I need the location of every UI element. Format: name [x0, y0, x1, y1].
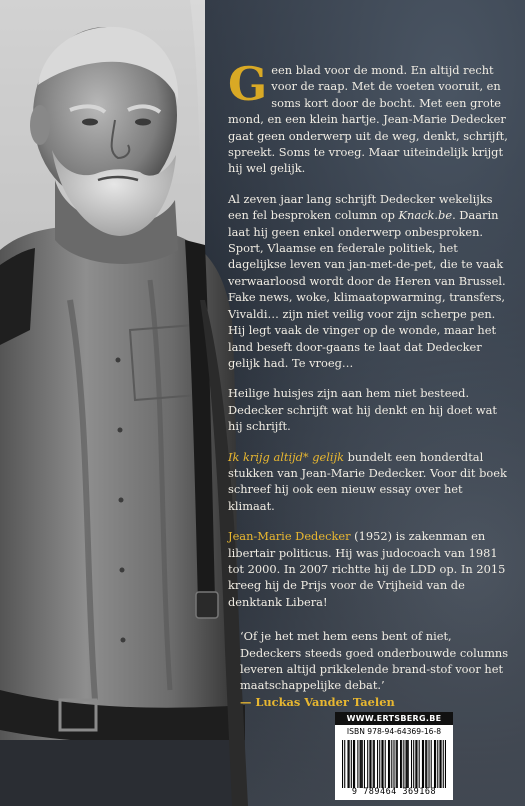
barcode-bar [401, 740, 402, 788]
barcode-bar [379, 740, 380, 788]
blurb-p2-start: Al zeven jaar lang schrijft Dedecker wekelijks een fel besproken column op [228, 191, 493, 223]
barcode-bar [425, 740, 426, 788]
barcode-bar [364, 740, 365, 788]
barcode-bar [441, 740, 442, 788]
barcode-bar [407, 740, 408, 788]
barcode-bar [393, 740, 394, 788]
blurb-paragraph-3: Heilige huisjes zijn aan hem niet besteed. Dedecker schrijft wat hij denkt en hij doet wat hij schrijft. [228, 386, 497, 434]
barcode-bar [351, 740, 352, 788]
barcode-bar [396, 740, 397, 788]
barcode-bar [367, 740, 368, 788]
book-title: Ik krijg altijd* gelijk [228, 449, 345, 464]
barcode-bar [391, 740, 392, 788]
blurb-intro [228, 57, 510, 177]
author-bio-text: (1952) is zakenman en libertair politicus. Hij was judocoach van 1981 tot 2000. In 2007 richtte hij de LDD op. In 2015 kreeg hij de Prijs voor de Vrijheid van de denktank Libera! [228, 529, 506, 609]
publisher-url: WWW.ERTSBERG.BE [335, 712, 453, 725]
barcode-bar [411, 740, 412, 788]
barcode-bar [434, 740, 435, 788]
knack-site: Knack.be [398, 208, 453, 223]
blurb-paragraph-1: een blad voor de mond. En altijd recht voor de raap. Met de voeten vooruit, en soms kort door de bocht. Met een grote mond, en een klein hartje. Jean-Marie Dedecker gaat geen onderwerp uit de weg, denkt, schrijft, spreekt. Soms te vroeg. Maar uiteindelijk krijgt hij wel gelijk. [228, 63, 508, 176]
quote-author: — Luckas Vander Taelen [240, 694, 395, 709]
blurb-paragraph-2 [228, 191, 510, 371]
barcode-bar [413, 740, 414, 788]
barcode-bar [357, 740, 358, 788]
isbn-label: ISBN 978-94-64369-16-8 [346, 727, 442, 736]
barcode-bar [416, 740, 417, 788]
author-name: Jean-Marie Dedecker [228, 529, 351, 544]
barcode-bar [437, 740, 438, 788]
barcode-bar [431, 740, 432, 788]
barcode-bar [342, 740, 343, 788]
quote-text: ‘Of je het met hem eens bent of niet, Dedeckers steeds goed onderbouwde columns leveren altijd prikkelende brand-stof voor het maatschappelijke debat.’ [240, 629, 509, 693]
barcode-bar [362, 740, 363, 788]
barcode-bar [369, 740, 370, 788]
barcode-bar [374, 740, 375, 788]
barcode-bar [354, 740, 355, 788]
barcode-bar [423, 740, 424, 788]
barcode-bars [342, 740, 446, 788]
barcode-bar [400, 740, 401, 788]
barcode-bar [428, 740, 429, 788]
barcode-bar [397, 740, 398, 788]
barcode-bar [373, 740, 374, 788]
barcode-bar [388, 740, 389, 788]
ean-digits: 9 789464 369168 [351, 787, 437, 797]
barcode-bar [443, 740, 444, 788]
barcode-bar [408, 740, 409, 788]
author-bio [228, 528, 510, 610]
barcode-bar [385, 740, 386, 788]
barcode-bar [403, 740, 404, 788]
barcode-bar [439, 740, 440, 788]
blurb-p4-rest: bundelt een honderdtal stukken van Jean-Marie Dedecker. Voor dit boek schreef hij ook een nieuw essay over het klimaat. [228, 449, 507, 513]
barcode-bar [361, 740, 362, 788]
blurb-p2-end: . Daarin laat hij geen enkel onderwerp onbesproken. Sport, Vlaamse en federale politiek, het dagelijkse leven van jan-met-de-pet, die te vaak verwaarloosd wordt door de Heren van Brussel. Fake news, woke, klimaatopwarming, transfers, Vivaldi… zijn niet veilig voor zijn scherpe pen. Hij legt vaak de vinger op de wonde, maar het land beseft door-gaans te laat dat Dedecker gelijk had. Te vroeg… [228, 208, 506, 370]
barcode-bar [381, 740, 382, 788]
barcode-bar [377, 740, 378, 788]
barcode-bar [415, 740, 416, 788]
blurb-paragraph-4 [228, 449, 510, 515]
blurb-text [228, 57, 510, 710]
barcode-bar [405, 740, 406, 788]
barcode-bar [353, 740, 354, 788]
review-quote [228, 628, 510, 710]
barcode-bar [347, 740, 348, 788]
barcode-bar [360, 740, 361, 788]
barcode-bar [383, 740, 384, 788]
barcode-bar [422, 740, 423, 788]
barcode-bar [426, 740, 427, 788]
barcode-bar [445, 740, 446, 788]
barcode-bar [370, 740, 371, 788]
barcode-bar [435, 740, 436, 788]
barcode-bar [349, 740, 350, 788]
drop-cap: G [228, 57, 268, 111]
barcode-bar [419, 740, 420, 788]
barcode-bar [344, 740, 345, 788]
barcode-bar [389, 740, 390, 788]
